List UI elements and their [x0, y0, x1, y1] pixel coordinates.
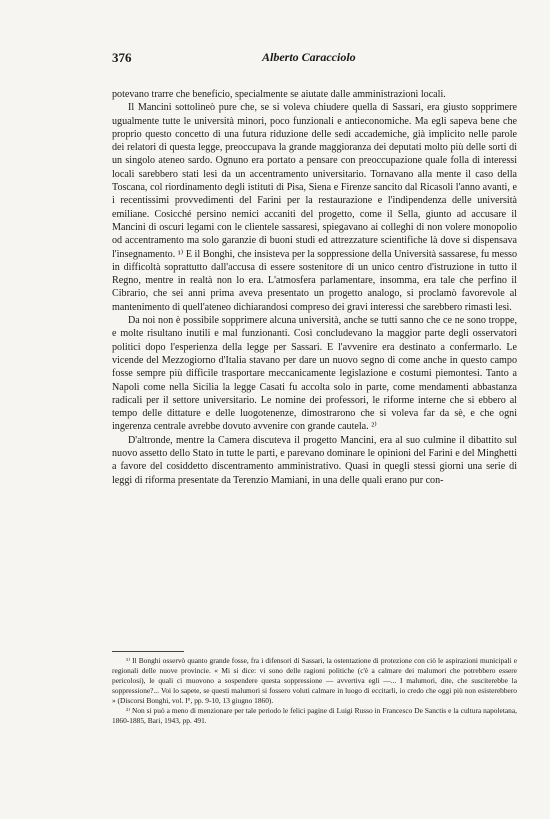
page-header [112, 50, 512, 70]
body-text [112, 88, 517, 487]
footnotes [112, 656, 517, 726]
footnote-2: ²⁾ Non si può a meno di menzionare per tale periodo le felici pagine di Luigi Russo in Francesco De Sanctis e la cultura napoletana, 1860-1885, Bari, 1943, pp. 491. [112, 706, 517, 725]
paragraph-3: Da noi non è possibile sopprimere alcuna università, anche se tutti sanno che ce ne sono troppe, e molte risultano inutili e mal funzionanti. Così concludevano la maggior parte degli osservatori politici dopo l'esperienza della legge per Sassari. E l'avvenire era destinato a confermarlo. Le vicende del Mezzogiorno d'Italia stavano per dare un nuovo segno di come anche in questo campo fosse sempre più difficile trasportare meccanicamente legislazione e costumi piemontesi. Tanto a Napoli come nella Sicilia la legge Casati fu accolta solo in parte, come mendamenti abbastanza radicali per il settore universitario. Le nomine dei professori, le riforme interne che si ebbero al tempo delle dittature e delle luogotenenze, dimostrarono che si voleva far da sè, e che ogni ingerenza centrale avrebbe dovuto avvenire con grande cautela. ²⁾ [112, 315, 517, 433]
footnote-rule [112, 651, 184, 652]
footnote-1: ¹⁾ Il Bonghi osservò quanto grande fosse, fra i difensori di Sassari, la ostentazione di protezione con ciò le aspirazioni municipali e regionali delle nuove provincie. « Mi si dice: vi sono delle ragioni politiche (c'è a calmare dei malumori che potrebbero essere pericolosi), le quali ci muovono a sospendere questa soppressione — avvertiva egli —... I malumori, dite, che susciterebbe la soppressione?... Voi lo sapete, se questi malumori si fossero voluti calmare in luogo di eccitarli, io credo che oggi più non esisterebbero » (Discorsi Bonghi, vol. I°, pp. 9-10, 13 giugno 1860). [112, 656, 517, 705]
paragraph-2: Il Mancini sottolineò pure che, se si voleva chiudere quella di Sassari, era giusto sopprimere ugualmente tutte le università minori, poco funzionali e antieconomiche. Ma egli sapeva bene che proprio questo concetto di una futura riduzione delle sedi accademiche, già implicito nelle parole dei relatori di questa legge, preoccupava la grande maggioranza dei deputati molto più delle sorti di un singolo ateneo sardo. Ognuno era portato a pensare con preoccupazione quale folla di interessi locali sarebbero stati lesi da un accentramento universitario. Tornavano alla mente il caso della Toscana, col riordinamento degli istituti di Pisa, Siena e Firenze sancito dal Ricasoli l'anno avanti, e i recentissimi provvedimenti del Farini per la restaurazione e l'indipendenza delle università emiliane. Cosicché persino nemici accaniti del progetto, come il Sella, giunto ad accusare il Mancini di oscuri legami con le clientele sassaresi, spiegavano ai colleghi di non volere monopolio od accentramento ma solo garanzie di buoni studi ed attrezzature scientifiche là dove si dispensava l'insegnamento. ¹⁾ E il Bonghi, che insisteva per la soppressione della Università sassarese, fu messo in difficoltà soprattutto dall'accusa di essere sostenitore di un unico centro d'istruzione in tutto il Regno, mentre in realtà non lo era. L'atmosfera parlamentare, insomma, era tale che perfino il Cibrario, che sei anni prima aveva presentato un progetto analogo, si proclamò favorevole al mantenimento di quell'ateneo dichiarandosi compreso dei gravi interessi che sarebbero rimasti lesi. [112, 102, 517, 313]
page-number: 376 [112, 50, 132, 65]
paragraph-4: D'altronde, mentre la Camera discuteva il progetto Mancini, era al suo culmine il dibattito sul nuovo assetto dello Stato in tutte le parti, e parevano dominare le opinioni del Farini e del Minghetti a favore del cosiddetto discentramento amministrativo. Quasi in quegli stessi giorni una serie di leggi di riforma presentate da Terenzio Mamiani, in una delle quali erano pur con- [112, 434, 517, 486]
running-title: Alberto Caracciolo [262, 50, 356, 64]
paragraph-1: potevano trarre che beneficio, specialmente se aiutate dalle amministrazioni locali. [112, 89, 446, 100]
